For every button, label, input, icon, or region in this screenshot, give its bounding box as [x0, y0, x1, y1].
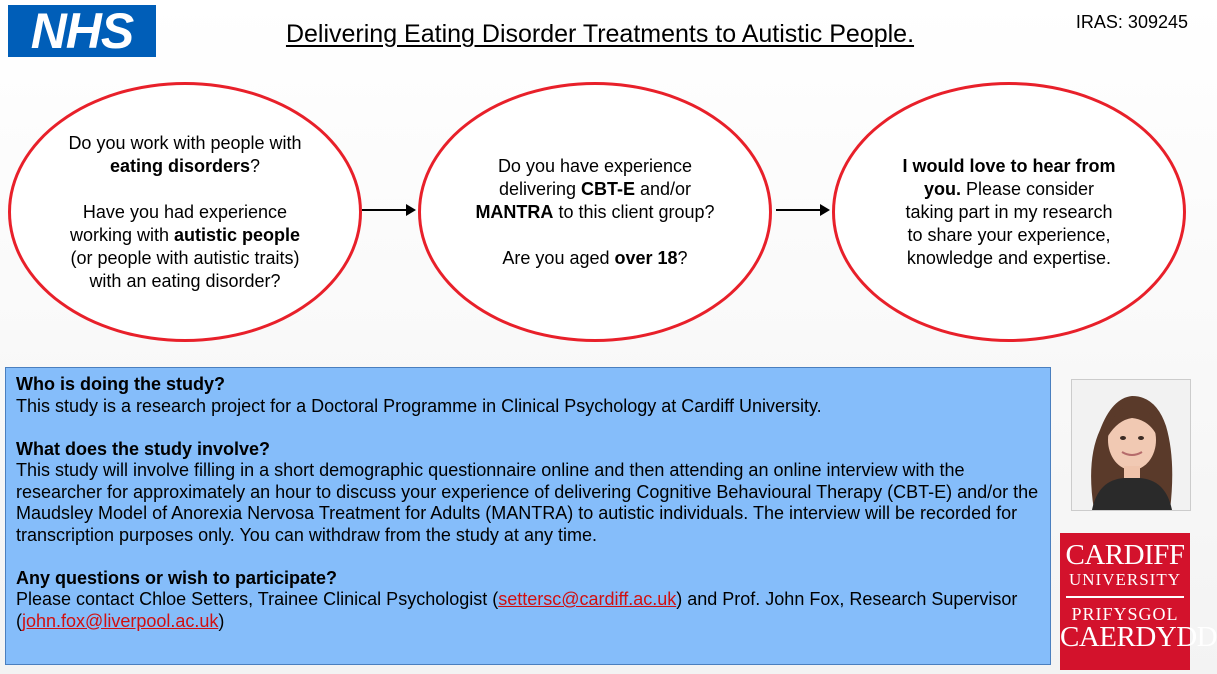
iras-number: IRAS: 309245 — [1075, 12, 1188, 32]
answer-text: This study will involve filling in a short demographic questionnaire online and then attending an online interview with the researcher for approximately an hour to discuss your experience of delivering Cognitive Behavioural Therapy (CBT-E) and/or the Maudsley Model of Anorexia Nervosa Treatment for Adults (MANTRA) to autistic individuals. The interview will be recorded for transcription purposes only. You can withdraw from the study at any time. — [16, 460, 1039, 545]
arrow-right-icon — [362, 209, 414, 211]
eligibility-circle-1: Do you work with people with eating disorders? Have you had experience working with autistic people (or people with autistic traits) with an eating disorder? — [8, 82, 362, 342]
study-info-box — [5, 367, 1051, 665]
question-heading: What does the study involve? — [16, 438, 271, 459]
eligibility-circle-2: Do you have experience delivering CBT-E and/or MANTRA to this client group? Are you aged over 18? — [418, 82, 772, 342]
header — [0, 0, 1200, 60]
cardiff-university-logo: CARDIFF UNIVERSITY PRIFYSGOL CAERDYDD — [1060, 533, 1190, 670]
question-heading: Who is doing the study? — [16, 374, 225, 394]
email-link-chloe[interactable]: settersc@cardiff.ac.uk — [498, 589, 677, 609]
answer-text: This study is a research project for a Doctoral Programme in Clinical Psychology at Cardiff University. — [16, 395, 822, 416]
invitation-circle: I would love to hear from you. Please consider taking part in my research to share your experience, knowledge and expertise. — [832, 82, 1186, 342]
researcher-photo — [1071, 379, 1191, 511]
question-heading: Any questions or wish to participate? — [16, 567, 338, 588]
arrow-right-icon — [776, 209, 828, 211]
poster-title: Delivering Eating Disorder Treatments to Autistic People. — [285, 20, 915, 48]
nhs-logo: NHS — [8, 5, 156, 57]
email-link-john[interactable]: john.fox@liverpool.ac.uk — [22, 610, 219, 631]
contact-text: Please contact Chloe Setters, Trainee Clinical Psychologist (settersc@cardiff.ac.uk) and Prof. John Fox, Research Supervisor (john.fox@liverpool.ac.uk) — [16, 589, 1018, 631]
